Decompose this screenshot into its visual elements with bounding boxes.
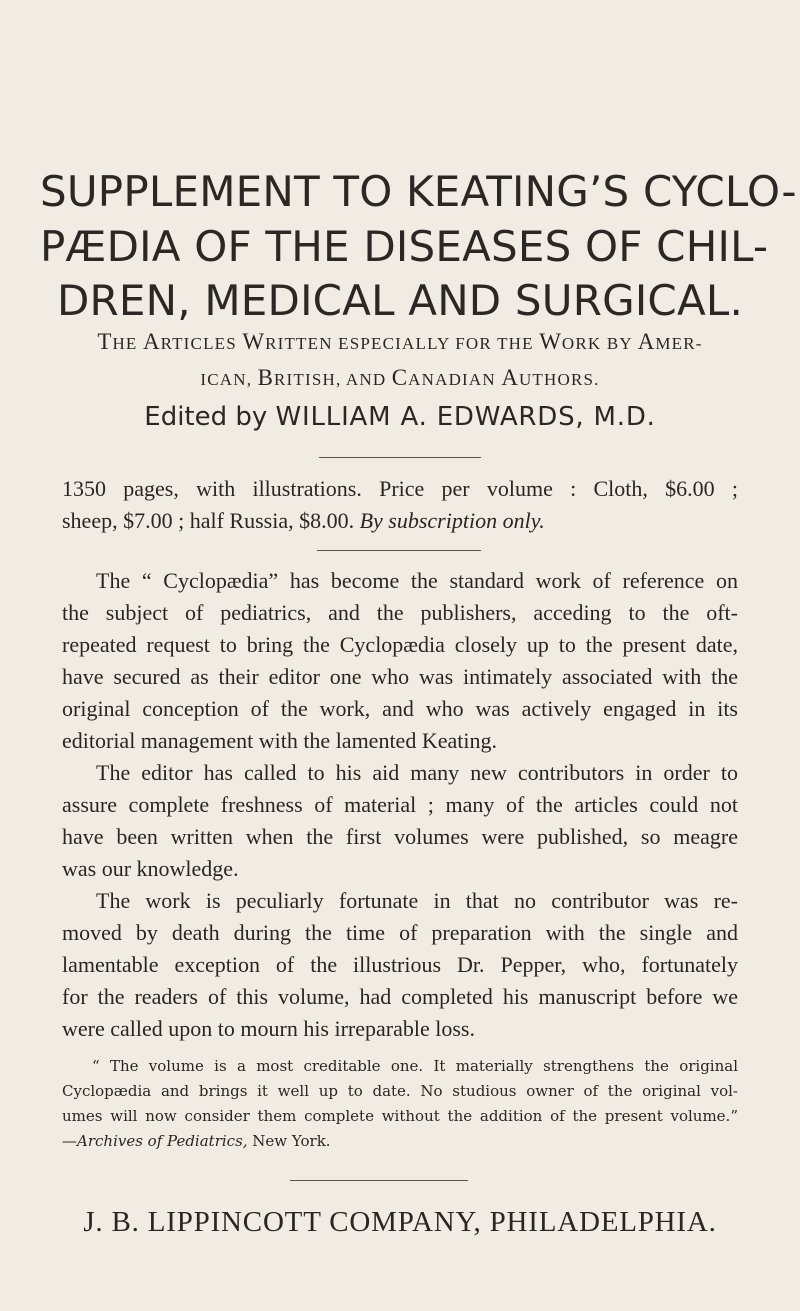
body-line: the subject of pediatrics, and the publishers, acceding to the oft- bbox=[62, 600, 738, 625]
pricing-line-1: 1350 pages, with illustrations. Price per volume : Cloth, $6.00 ; bbox=[62, 476, 738, 501]
subtitle-cap: W bbox=[242, 329, 266, 354]
subtitle-cap: A bbox=[501, 365, 519, 390]
attribution-dash: — bbox=[62, 1132, 77, 1150]
subtitle-cap: W bbox=[539, 329, 562, 354]
body-line: The work is peculiarly fortunate in that no contributor was re- bbox=[96, 888, 738, 913]
publisher-imprint: J. B. LIPPINCOTT COMPANY, PHILADELPHIA. bbox=[83, 1206, 717, 1238]
attribution-source: Archives of Pediatrics, bbox=[77, 1132, 248, 1150]
body-line: have secured as their editor one who was intimately associated with the bbox=[62, 664, 738, 689]
subtitle-smallcaps: RITISH, AND bbox=[273, 370, 392, 389]
subtitle-smallcaps: RTICLES bbox=[160, 334, 243, 353]
quote-line: “ The volume is a most creditable one. It materially strengthens the original bbox=[92, 1057, 738, 1075]
subtitle-smallcaps: MER- bbox=[655, 334, 703, 353]
editor-name: WILLIAM A. EDWARDS, M.D. bbox=[275, 402, 656, 432]
subtitle-smallcaps: HE bbox=[112, 334, 143, 353]
subtitle-cap: T bbox=[97, 329, 113, 354]
subtitle-cap: B bbox=[257, 365, 274, 390]
quote-attribution bbox=[62, 1134, 738, 1149]
subscription-note: By subscription only. bbox=[359, 508, 545, 533]
subtitle-smallcaps: ANADIAN bbox=[408, 370, 502, 389]
body-line: repeated request to bring the Cyclopædia closely up to the present date, bbox=[62, 632, 738, 657]
subtitle-smallcaps: ICAN, bbox=[200, 370, 258, 389]
body-line: was our knowledge. bbox=[62, 856, 239, 881]
subtitle-smallcaps: RITTEN ESPECIALLY FOR THE bbox=[265, 334, 540, 353]
body-line: lamentable exception of the illustrious Dr. Pepper, who, fortunately bbox=[62, 952, 738, 977]
body-line: The editor has called to his aid many new contributors in order to bbox=[96, 760, 738, 785]
body-line: editorial management with the lamented Keating. bbox=[62, 728, 497, 753]
divider-rule bbox=[290, 1180, 468, 1181]
subtitle-cap: A bbox=[637, 329, 656, 354]
body-line: assure complete freshness of material ; many of the articles could not bbox=[62, 792, 738, 817]
editor-prefix: Edited by bbox=[144, 402, 276, 432]
body-line: have been written when the first volumes were published, so meagre bbox=[62, 824, 738, 849]
pricing-line-2 bbox=[62, 510, 738, 532]
divider-rule bbox=[317, 550, 481, 551]
attribution-place: New York. bbox=[247, 1132, 331, 1150]
quote-line: umes will now consider them complete without the addition of the present volume.” bbox=[62, 1107, 738, 1125]
subtitle-line-2 bbox=[40, 365, 760, 391]
headline-line-2: PÆDIA OF THE DISEASES OF CHIL- bbox=[40, 222, 769, 271]
body-line: moved by death during the time of preparation with the single and bbox=[62, 920, 738, 945]
subtitle-cap: C bbox=[391, 365, 409, 390]
body-line: were called upon to mourn his irreparable loss. bbox=[62, 1016, 475, 1041]
body-line: original conception of the work, and who was actively engaged in its bbox=[62, 696, 738, 721]
body-line: for the readers of this volume, had completed his manuscript before we bbox=[62, 984, 738, 1009]
editor-line bbox=[40, 402, 760, 432]
divider-rule bbox=[319, 457, 481, 458]
pricing-text: sheep, $7.00 ; half Russia, $8.00. bbox=[62, 508, 360, 533]
subtitle-smallcaps: UTHORS. bbox=[518, 370, 600, 389]
quote-line: Cyclopædia and brings it well up to date. No studious owner of the original vol- bbox=[62, 1082, 738, 1100]
subtitle-cap: A bbox=[142, 329, 161, 354]
subtitle-line-1 bbox=[40, 329, 760, 355]
body-line: The “ Cyclopædia” has become the standard work of reference on bbox=[96, 568, 738, 593]
headline-line-3: DREN, MEDICAL AND SURGICAL. bbox=[56, 276, 744, 325]
headline-line-1: SUPPLEMENT TO KEATING’S CYCLO- bbox=[40, 167, 797, 216]
subtitle-smallcaps: ORK BY bbox=[561, 334, 638, 353]
